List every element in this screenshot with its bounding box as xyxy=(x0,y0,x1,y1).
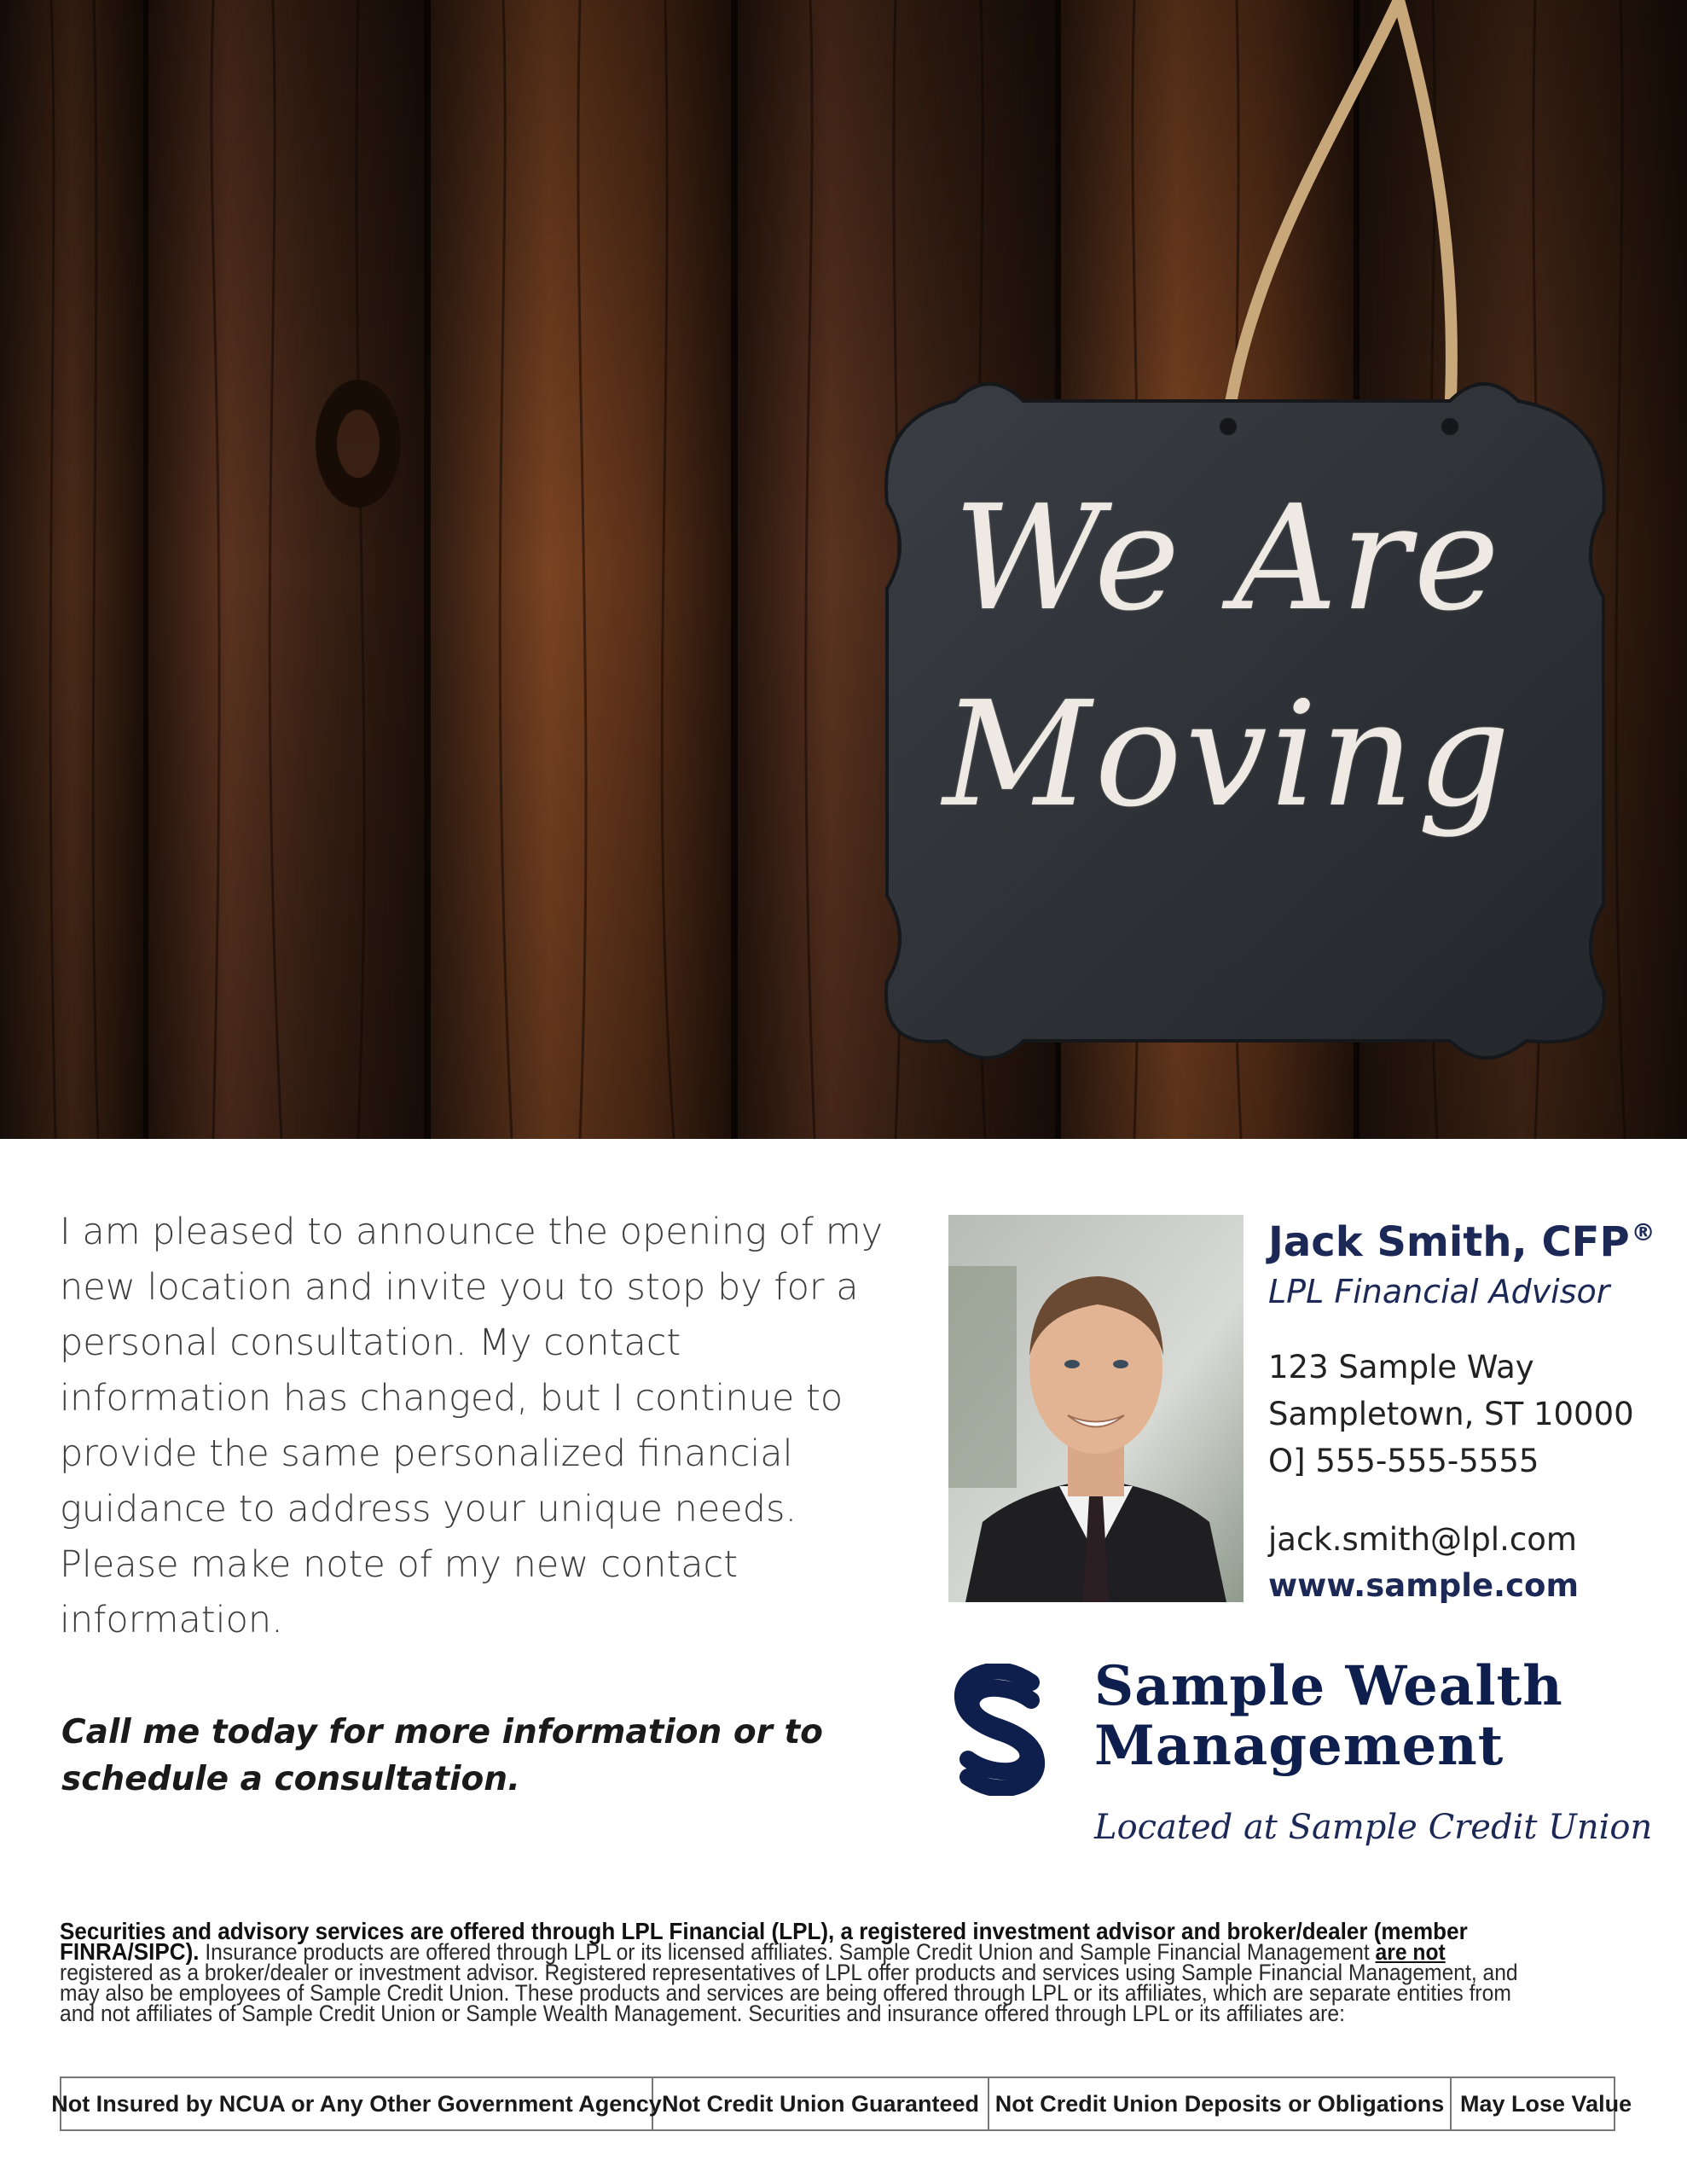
contact-info xyxy=(1268,1206,1678,1609)
sign-heading-line2: Moving xyxy=(942,671,1514,839)
address-line1: 123 Sample Way xyxy=(1268,1349,1534,1385)
section-sign-logo-icon xyxy=(953,1664,1046,1796)
address-line2: Sampletown, ST 10000 xyxy=(1268,1396,1634,1432)
sign-heading-line1: We Are xyxy=(953,474,1504,643)
registered-mark: ® xyxy=(1631,1218,1655,1246)
company-name: Sample Wealth Management xyxy=(1094,1654,1563,1778)
badge-not-guaranteed: Not Credit Union Guaranteed xyxy=(653,2078,989,2129)
email-link[interactable]: jack.smith@lpl.com xyxy=(1268,1521,1577,1558)
badge-may-lose-value: May Lose Value xyxy=(1460,2090,1632,2117)
advisor-photo xyxy=(948,1215,1244,1602)
advisor-title: LPL Financial Advisor xyxy=(1268,1273,1610,1310)
legal-disclosure: Securities and advisory services are offered through LPL Financial (LPL), a registered investment advisor and broker/dealer (member FINRA/SIPC). Insurance products are offered through LPL or its licensed affiliates. Sample Credit Union and Sample Financial Management are not registered as a broker/dealer or investment advisor. Registered representatives of LPL offer products and services using Sample Financial Management, and may also be employees of Sample Credit Union. These products and services are being offered through LPL or its affiliates, which are separate entities from and not affiliates of Sample Credit Union or Sample Wealth Management. Securities and insurance offered through LPL or its affiliates are: xyxy=(60,1918,1518,2026)
intro-paragraph: I am pleased to announce the opening of my new location and invite you to stop by for a personal consultation. My contact information has changed, but I continue to provide the same personalized financial guidance to address your unique needs. Please make note of my new contact information. xyxy=(60,1211,884,1641)
advisor-name: Jack Smith, CFP® xyxy=(1268,1218,1655,1266)
website-link[interactable]: www.sample.com xyxy=(1268,1567,1580,1604)
disclosure-badges xyxy=(51,2077,1632,2131)
call-to-action: Call me today for more information or to schedule a consultation. xyxy=(61,1713,823,1798)
phone-number[interactable]: O] 555-555-5555 xyxy=(1268,1443,1539,1479)
badge-not-deposits: Not Credit Union Deposits or Obligations xyxy=(989,2078,1452,2129)
company-tagline: Located at Sample Credit Union xyxy=(1094,1808,1653,1847)
badge-not-insured: Not Insured by NCUA or Any Other Government Agency xyxy=(61,2078,653,2129)
